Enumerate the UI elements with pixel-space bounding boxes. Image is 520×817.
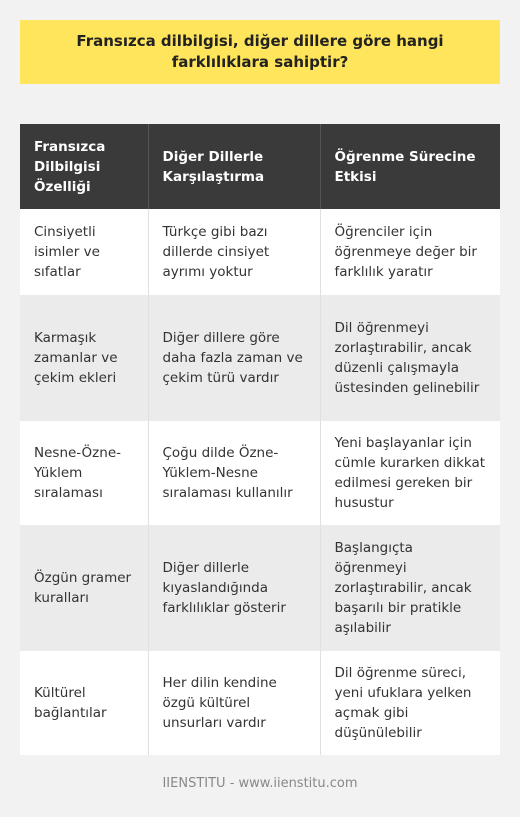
cell-effect: Dil öğrenme süreci, yeni ufuklara yelken açmak gibi düşünülebilir (320, 651, 500, 755)
title-banner (20, 20, 500, 84)
table-row (20, 525, 500, 651)
table-row (20, 651, 500, 755)
cell-feature: Cinsiyetli isimler ve sıfatlar (20, 209, 148, 295)
cell-feature: Özgün gramer kuralları (20, 525, 148, 651)
cell-comparison: Türkçe gibi bazı dillerde cinsiyet ayrımı yoktur (148, 209, 320, 295)
cell-feature: Kültürel bağlantılar (20, 651, 148, 755)
cell-effect: Dil öğrenmeyi zorlaştırabilir, ancak düzenli çalışmayla üstesinden gelinebilir (320, 295, 500, 421)
cell-comparison: Diğer dillerle kıyaslandığında farklılıklar gösterir (148, 525, 320, 651)
header-feature: Fransızca Dilbilgisi Özelliği (20, 124, 148, 209)
page-title: Fransızca dilbilgisi, diğer dillere göre hangi farklılıklara sahiptir? (76, 32, 444, 71)
comparison-table (20, 124, 500, 755)
cell-effect: Öğrenciler için öğrenmeye değer bir farklılık yaratır (320, 209, 500, 295)
cell-effect: Yeni başlayanlar için cümle kurarken dikkat edilmesi gereken bir husustur (320, 421, 500, 525)
cell-comparison: Her dilin kendine özgü kültürel unsurları vardır (148, 651, 320, 755)
cell-feature: Nesne-Özne-Yüklem sıralaması (20, 421, 148, 525)
table-row (20, 295, 500, 421)
table-header-row (20, 124, 500, 209)
cell-feature: Karmaşık zamanlar ve çekim ekleri (20, 295, 148, 421)
cell-effect: Başlangıçta öğrenmeyi zorlaştırabilir, ancak başarılı bir pratikle aşılabilir (320, 525, 500, 651)
cell-comparison: Çoğu dilde Özne-Yüklem-Nesne sıralaması kullanılır (148, 421, 320, 525)
cell-comparison: Diğer dillere göre daha fazla zaman ve çekim türü vardır (148, 295, 320, 421)
header-comparison: Diğer Dillerle Karşılaştırma (148, 124, 320, 209)
table-row (20, 209, 500, 295)
footer-credit: IIENSTITU - www.iienstitu.com (162, 776, 358, 791)
table-row (20, 421, 500, 525)
header-effect: Öğrenme Sürecine Etkisi (320, 124, 500, 209)
